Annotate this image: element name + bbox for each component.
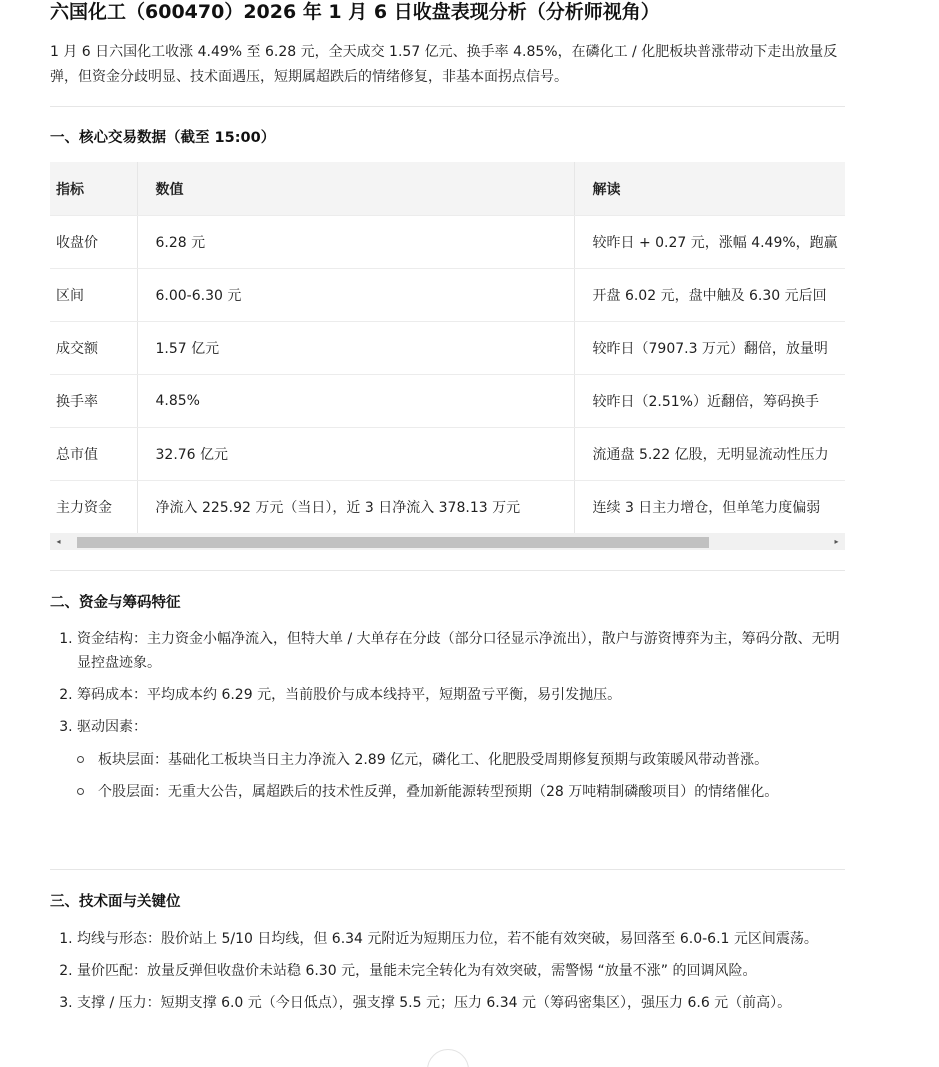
hollow-bullet-icon [77, 788, 84, 795]
scroll-right-arrow-icon[interactable]: ▸ [834, 537, 839, 546]
cell-value: 6.28 元 [137, 216, 574, 269]
divider [50, 869, 845, 870]
section-heading-technical: 三、技术面与关键位 [50, 894, 181, 910]
technical-list [50, 927, 845, 1023]
divider [50, 106, 845, 107]
cell-value: 1.57 亿元 [137, 322, 574, 375]
list-item-text: 资金结构：主力资金小幅净流入，但特大单 / 大单存在分歧（部分口径显示净流出），散户与游资博弈为主，筹码分散、无明显控盘迹象。 [77, 631, 840, 671]
cell-metric: 总市值 [50, 428, 137, 481]
list-item-text: 量价匹配：放量反弹但收盘价未站稳 6.30 元，量能未完全转化为有效突破，需警惕 “放量不涨” 的回调风险。 [77, 963, 757, 979]
list-item [77, 927, 845, 951]
cell-value: 净流入 225.92 万元（当日），近 3 日净流入 378.13 万元 [137, 481, 574, 534]
divider [50, 570, 845, 571]
table-row [50, 481, 845, 534]
cell-metric: 收盘价 [50, 216, 137, 269]
column-header-value: 数值 [137, 162, 574, 216]
cell-interpretation: 较昨日（2.51%）近翻倍，筹码换手 [574, 375, 845, 428]
cell-interpretation: 较昨日 + 0.27 元，涨幅 4.49%，跑赢 [574, 216, 845, 269]
intro-paragraph: 1 月 6 日六国化工收涨 4.49% 至 6.28 元，全天成交 1.57 亿元、换手率 4.85%，在磷化工 / 化肥板块普涨带动下走出放量反弹，但资金分歧明显、技术面遇压，短期属超跌后的情绪修复，非基本面拐点信号。 [50, 44, 838, 85]
section-heading-capital: 二、资金与筹码特征 [50, 595, 181, 611]
cell-metric: 换手率 [50, 375, 137, 428]
hollow-bullet-icon [77, 756, 84, 763]
cell-value: 6.00-6.30 元 [137, 269, 574, 322]
capital-list [50, 627, 845, 812]
list-item [77, 991, 845, 1015]
core-data-table [50, 162, 845, 534]
list-item [77, 959, 845, 983]
page-title: 六国化工（600470）2026 年 1 月 6 日收盘表现分析（分析师视角） [50, 1, 660, 23]
cell-value: 4.85% [137, 375, 574, 428]
list-item-text: 支撑 / 压力：短期支撑 6.0 元（今日低点），强支撑 5.5 元；压力 6.34 元（筹码密集区），强压力 6.6 元（前高）。 [77, 995, 792, 1011]
table-row [50, 322, 845, 375]
drivers-sublist [77, 748, 845, 804]
sub-list-item-text: 板块层面：基础化工板块当日主力净流入 2.89 亿元，磷化工、化肥股受周期修复预期与政策暖风带动普涨。 [98, 752, 769, 768]
column-header-interpretation: 解读 [574, 162, 845, 216]
table-row [50, 269, 845, 322]
list-item [77, 715, 845, 804]
list-item-text: 均线与形态：股价站上 5/10 日均线，但 6.34 元附近为短期压力位，若不能有效突破，易回落至 6.0-6.1 元区间震荡。 [77, 931, 818, 947]
cell-interpretation: 连续 3 日主力增仓，但单笔力度偏弱 [574, 481, 845, 534]
list-item [77, 683, 845, 707]
list-item-text: 驱动因素： [77, 719, 147, 735]
list-item [77, 627, 845, 675]
list-item-text: 筹码成本：平均成本约 6.29 元，当前股价与成本线持平，短期盈亏平衡，易引发抛压。 [77, 687, 622, 703]
column-header-metric: 指标 [50, 162, 137, 216]
cell-interpretation: 流通盘 5.22 亿股，无明显流动性压力 [574, 428, 845, 481]
cell-metric: 区间 [50, 269, 137, 322]
table-row [50, 375, 845, 428]
cell-interpretation: 开盘 6.02 元，盘中触及 6.30 元后回 [574, 269, 845, 322]
cell-interpretation: 较昨日（7907.3 万元）翻倍，放量明 [574, 322, 845, 375]
table-header-row [50, 162, 845, 216]
sub-list-item [97, 780, 845, 804]
cell-value: 32.76 亿元 [137, 428, 574, 481]
data-table-scroll-container[interactable] [50, 162, 845, 552]
floating-action-button[interactable] [427, 1049, 469, 1067]
scroll-left-arrow-icon[interactable]: ◂ [56, 537, 61, 546]
cell-metric: 成交额 [50, 322, 137, 375]
table-row [50, 428, 845, 481]
scrollbar-thumb[interactable] [77, 537, 709, 548]
table-horizontal-scrollbar[interactable] [50, 533, 845, 550]
sub-list-item-text: 个股层面：无重大公告，属超跌后的技术性反弹，叠加新能源转型预期（28 万吨精制磷酸项目）的情绪催化。 [98, 784, 779, 800]
section-heading-core-data: 一、核心交易数据（截至 15:00） [50, 130, 276, 146]
cell-metric: 主力资金 [50, 481, 137, 534]
sub-list-item [97, 748, 845, 772]
table-row [50, 216, 845, 269]
